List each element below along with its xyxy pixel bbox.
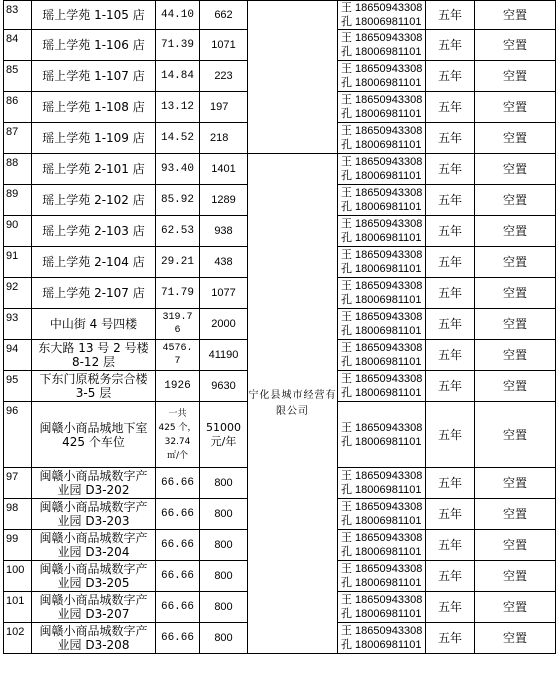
rent-value: 800 [200,561,248,592]
table-row [4,154,556,185]
area-value [156,340,200,371]
row-number: 86 [4,92,32,123]
lease-term: 五年 [426,402,475,468]
lease-term: 五年 [426,309,475,340]
area-value: 62.53 [156,216,200,247]
area-value: 85.92 [156,185,200,216]
contact-wang: 王 18650943308 [341,421,423,434]
lease-term: 五年 [426,92,475,123]
rent-value: 218 [200,123,248,154]
rent-value: 800 [200,530,248,561]
area-value: 66.66 [156,530,200,561]
contact-wang: 王 18650943308 [341,32,423,44]
contact-kong: 孔 18006981101 [341,77,422,89]
area-value: 66.66 [156,468,200,499]
lease-term: 五年 [426,530,475,561]
area-value: 14.84 [156,61,200,92]
contact-cell [338,216,426,247]
rent-value [200,402,248,468]
name-line: 425 个车位 [62,434,125,449]
lease-term: 五年 [426,623,475,654]
contact-cell [338,468,426,499]
area-value: 44.10 [156,1,200,30]
row-number: 102 [4,623,32,654]
contact-kong: 孔 18006981101 [341,387,422,399]
contact-kong: 孔 18006981101 [341,356,422,368]
lease-term: 五年 [426,499,475,530]
property-name: 瑶上学苑 1-105 店 [32,1,156,30]
contact-cell [338,278,426,309]
contact-cell [338,61,426,92]
rent-value: 1401 [200,154,248,185]
contact-cell [338,371,426,402]
name-line: 下东门原税务宗合楼 [39,372,148,386]
name-line: 闽赣小商品城数字产 [39,531,148,545]
status-value: 空置 [475,468,556,499]
contact-cell [338,561,426,592]
contact-wang: 王 18650943308 [341,2,423,14]
name-line: 闽赣小商品城数字产 [39,562,148,576]
contact-cell [338,92,426,123]
area-line: 7 [174,356,181,367]
contact-cell [338,530,426,561]
property-name: 中山街 4 号四楼 [32,309,156,340]
contact-kong: 孔 18006981101 [341,170,422,182]
property-name: 瑶上学苑 2-107 店 [32,278,156,309]
rent-value: 438 [200,247,248,278]
row-number: 97 [4,468,32,499]
property-name [32,530,156,561]
contact-kong: 孔 18006981101 [341,139,422,151]
contact-wang: 王 18650943308 [341,156,423,168]
status-value: 空置 [475,247,556,278]
row-number: 98 [4,499,32,530]
row-number: 88 [4,154,32,185]
lease-term: 五年 [426,278,475,309]
contact-wang: 王 18650943308 [341,501,423,513]
name-line: 闽赣小商品城数字产 [39,593,148,607]
contact-wang: 王 18650943308 [341,563,423,575]
status-value: 空置 [475,278,556,309]
name-line: 东大路 13 号 2 号楼 [38,341,149,355]
contact-kong: 孔 18006981101 [341,608,422,620]
area-line: ㎡/个 [166,450,189,461]
contact-cell [338,340,426,371]
contact-kong: 孔 18006981101 [341,16,422,28]
contact-cell [338,185,426,216]
contact-wang: 王 18650943308 [341,594,423,606]
contact-cell [338,1,426,30]
rent-value: 9630 [200,371,248,402]
status-value: 空置 [475,340,556,371]
contact-wang: 王 18650943308 [341,342,423,354]
row-number: 93 [4,309,32,340]
status-value: 空置 [475,561,556,592]
contact-wang: 王 18650943308 [341,63,423,75]
property-name [32,592,156,623]
status-value: 空置 [475,402,556,468]
contact-kong: 孔 18006981101 [341,435,422,448]
lease-term: 五年 [426,185,475,216]
row-number: 92 [4,278,32,309]
contact-kong: 孔 18006981101 [341,108,422,120]
contact-cell [338,247,426,278]
row-number: 85 [4,61,32,92]
area-value [156,402,200,468]
name-line: 业园 D3-205 [57,576,130,590]
property-name [32,623,156,654]
area-line: 319.7 [162,312,193,323]
property-name [32,402,156,468]
name-line: 3-5 层 [75,386,112,400]
contact-cell [338,123,426,154]
area-value: 71.39 [156,30,200,61]
contact-wang: 王 18650943308 [341,249,423,261]
property-name: 瑶上学苑 1-106 店 [32,30,156,61]
row-number: 100 [4,561,32,592]
lease-term: 五年 [426,592,475,623]
contact-cell [338,30,426,61]
contact-cell [338,402,426,468]
status-value: 空置 [475,623,556,654]
rent-value: 800 [200,592,248,623]
status-value: 空置 [475,216,556,247]
contact-wang: 王 18650943308 [341,280,423,292]
contact-wang: 王 18650943308 [341,373,423,385]
contact-cell [338,154,426,185]
status-value: 空置 [475,61,556,92]
row-number: 89 [4,185,32,216]
area-line: 425 个， [158,422,197,433]
area-value [156,309,200,340]
rent-value: 2000 [200,309,248,340]
property-name: 瑶上学苑 2-101 店 [32,154,156,185]
contact-kong: 孔 18006981101 [341,546,422,558]
row-number: 91 [4,247,32,278]
contact-kong: 孔 18006981101 [341,46,422,58]
name-line: 业园 D3-208 [57,638,130,652]
status-value: 空置 [475,30,556,61]
row-number: 101 [4,592,32,623]
table-row [4,1,556,30]
row-number: 99 [4,530,32,561]
row-number: 96 [4,402,32,468]
row-number: 95 [4,371,32,402]
name-line: 闽赣小商品城数字产 [39,469,148,483]
name-line: 8-12 层 [71,355,116,369]
contact-kong: 孔 18006981101 [341,639,422,651]
rent-line: 51000 [206,420,241,434]
rent-line: 元/年 [210,434,237,448]
lease-term: 五年 [426,61,475,92]
contact-cell [338,623,426,654]
name-line: 业园 D3-202 [57,483,130,497]
name-line: 闽赣小商品城数字产 [39,500,148,514]
rent-value: 1071 [200,30,248,61]
rent-value: 41190 [200,340,248,371]
property-name [32,468,156,499]
lease-term: 五年 [426,1,475,30]
status-value: 空置 [475,530,556,561]
area-value: 66.66 [156,623,200,654]
name-line: 业园 D3-204 [57,545,130,559]
row-number: 87 [4,123,32,154]
rent-value: 197 [200,92,248,123]
property-name: 瑶上学苑 1-107 店 [32,61,156,92]
lease-term: 五年 [426,154,475,185]
contact-wang: 王 18650943308 [341,125,423,137]
area-line: 32.74 [164,436,191,447]
contact-cell [338,592,426,623]
area-value: 29.21 [156,247,200,278]
name-line: 闽赣小商品城数字产 [39,624,148,638]
status-value: 空置 [475,154,556,185]
contact-kong: 孔 18006981101 [341,294,422,306]
property-name: 瑶上学苑 2-103 店 [32,216,156,247]
property-name: 瑶上学苑 1-108 店 [32,92,156,123]
row-number: 84 [4,30,32,61]
status-value: 空置 [475,123,556,154]
status-value: 空置 [475,309,556,340]
property-name [32,340,156,371]
contact-cell [338,499,426,530]
area-value: 71.79 [156,278,200,309]
lease-term: 五年 [426,340,475,371]
lease-term: 五年 [426,247,475,278]
name-line: 业园 D3-203 [57,514,130,528]
lease-term: 五年 [426,468,475,499]
rent-value: 223 [200,61,248,92]
property-name [32,371,156,402]
status-value: 空置 [475,371,556,402]
property-name [32,499,156,530]
property-name [32,561,156,592]
area-value: 13.12 [156,92,200,123]
area-line: 4576. [162,343,193,354]
company-cell-1 [248,1,338,154]
property-name: 瑶上学苑 2-102 店 [32,185,156,216]
property-listing-table [3,0,556,654]
area-value: 1926 [156,371,200,402]
contact-wang: 王 18650943308 [341,218,423,230]
contact-wang: 王 18650943308 [341,311,423,323]
company-name: 宁化县城市经营有限公司 [248,154,338,654]
contact-kong: 孔 18006981101 [341,325,422,337]
area-line: 一共 [168,408,187,419]
row-number: 94 [4,340,32,371]
contact-wang: 王 18650943308 [341,187,423,199]
rent-value: 800 [200,499,248,530]
contact-wang: 王 18650943308 [341,625,423,637]
status-value: 空置 [475,185,556,216]
rent-value: 938 [200,216,248,247]
rent-value: 800 [200,623,248,654]
area-value: 66.66 [156,499,200,530]
lease-term: 五年 [426,30,475,61]
contact-wang: 王 18650943308 [341,532,423,544]
status-value: 空置 [475,92,556,123]
lease-term: 五年 [426,123,475,154]
rent-value: 1077 [200,278,248,309]
contact-kong: 孔 18006981101 [341,232,422,244]
area-line: 6 [174,325,181,336]
contact-kong: 孔 18006981101 [341,263,422,275]
row-number: 83 [4,1,32,30]
contact-kong: 孔 18006981101 [341,484,422,496]
status-value: 空置 [475,1,556,30]
contact-wang: 王 18650943308 [341,94,423,106]
contact-cell [338,309,426,340]
rent-value: 800 [200,468,248,499]
area-value: 14.52 [156,123,200,154]
lease-term: 五年 [426,561,475,592]
area-value: 93.40 [156,154,200,185]
name-line: 业园 D3-207 [57,607,130,621]
contact-kong: 孔 18006981101 [341,577,422,589]
lease-term: 五年 [426,371,475,402]
property-name: 瑶上学苑 1-109 店 [32,123,156,154]
contact-kong: 孔 18006981101 [341,515,422,527]
row-number: 90 [4,216,32,247]
rent-value: 1289 [200,185,248,216]
status-value: 空置 [475,592,556,623]
name-line: 闽赣小商品城地下室 [39,420,148,435]
rent-value: 662 [200,1,248,30]
property-name: 瑶上学苑 2-104 店 [32,247,156,278]
lease-term: 五年 [426,216,475,247]
contact-kong: 孔 18006981101 [341,201,422,213]
status-value: 空置 [475,499,556,530]
area-value: 66.66 [156,592,200,623]
area-value: 66.66 [156,561,200,592]
contact-wang: 王 18650943308 [341,470,423,482]
